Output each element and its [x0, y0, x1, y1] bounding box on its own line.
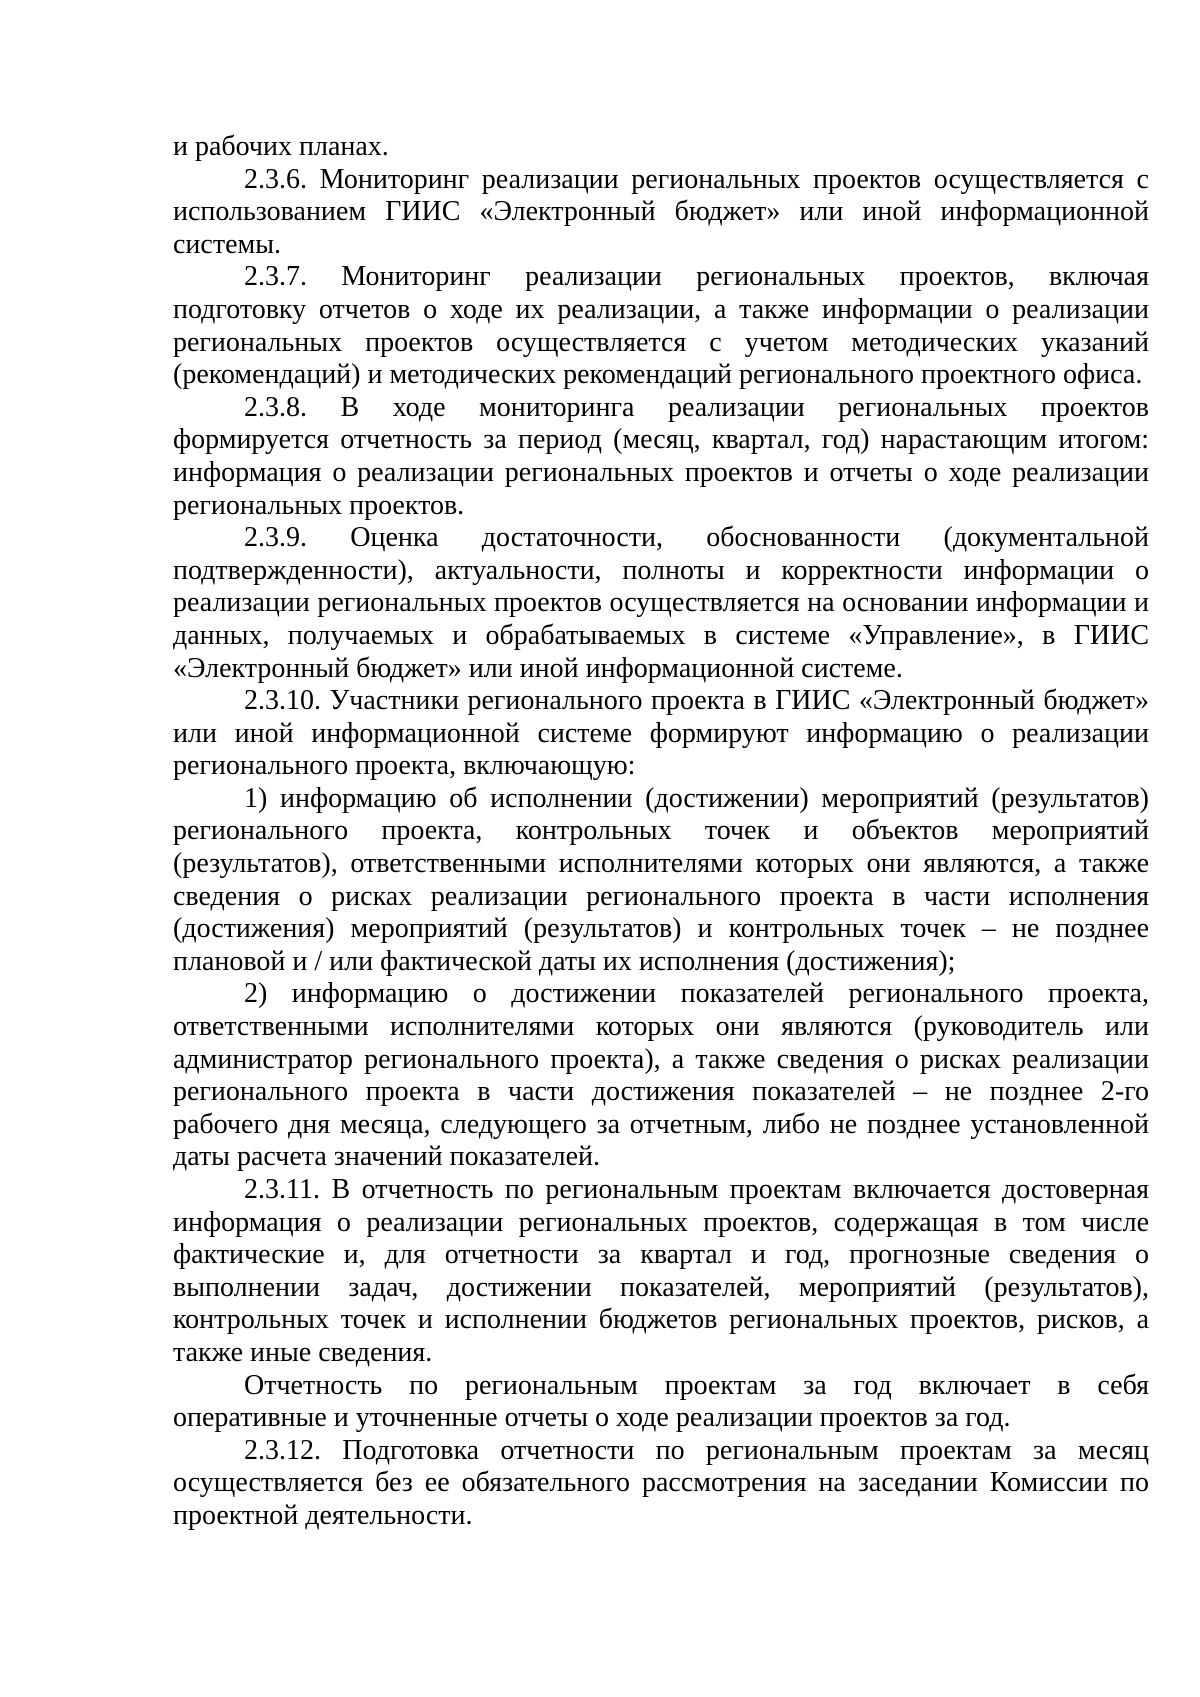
paragraph-continuation: и рабочих планах. — [173, 131, 389, 162]
paragraph-2-3-7: 2.3.7. Мониторинг реализации региональных проектов, включая подготовку отчетов о ходе их реализации, а также информации о реализации региональных проектов осуществляется с учетом методических указаний (рекомендаций) и методических рекомендаций регионального проектного офиса. — [173, 261, 1149, 391]
paragraph-2-3-10: 2.3.10. Участники регионального проекта в ГИИС «Электронный бюджет» или иной информационной системе формируют информацию о реализации регионального проекта, включающую: — [173, 685, 1149, 782]
list-item-2: 2) информацию о достижении показателей регионального проекта, ответственными исполнителями которых они являются (руководитель или администратор регионального проекта), а также сведения о рисках реализации регионального проекта в части достижения показателей – не позднее 2-го рабочего дня месяца, следующего за отчетным, либо не позднее установленной даты расчета значений показателей. — [173, 978, 1149, 1173]
list-item-1: 1) информацию об исполнении (достижении) мероприятий (результатов) регионального проекта, контрольных точек и объектов мероприятий (результатов), ответственными исполнителями которых они являются, а также сведения о рисках реализации регионального проекта в части исполнения (достижения) мероприятий (результатов) и контрольных точек – не позднее плановой и / или фактической даты их исполнения (достижения); — [173, 782, 1149, 977]
paragraph-2-3-6: 2.3.6. Мониторинг реализации региональных проектов осуществляется с использованием ГИИС «Электронный бюджет» или иной информационной системы. — [173, 163, 1149, 260]
paragraph-2-3-8: 2.3.8. В ходе мониторинга реализации региональных проектов формируется отчетность за период (месяц, квартал, год) нарастающим итогом: информация о реализации региональных проектов и отчеты о ходе реализации региональных проектов. — [173, 391, 1149, 521]
paragraph-2-3-12: 2.3.12. Подготовка отчетности по региональным проектам за месяц осуществляется без ее обязательного рассмотрения на заседании Комиссии по проектной деятельности. — [173, 1434, 1149, 1531]
paragraph-2-3-9: 2.3.9. Оценка достаточности, обоснованности (документальной подтвержденности), актуальности, полноты и корректности информации о реализации региональных проектов осуществляется на основании информации и данных, получаемых и обрабатываемых в системе «Управление», в ГИИС «Электронный бюджет» или иной информационной системе. — [173, 522, 1149, 684]
paragraph-2-3-11: 2.3.11. В отчетность по региональным проектам включается достоверная информация о реализации региональных проектов, содержащая в том числе фактические и, для отчетности за квартал и год, прогнозные сведения о выполнении задач, достижении показателей, мероприятий (результатов), контрольных точек и исполнении бюджетов региональных проектов, рисков, а также иные сведения. — [173, 1174, 1149, 1368]
paragraph-annual-reporting: Отчетность по региональным проектам за год включает в себя оперативные и уточненные отчеты о ходе реализации проектов за год. — [173, 1369, 1149, 1434]
document-page — [173, 131, 1149, 1533]
